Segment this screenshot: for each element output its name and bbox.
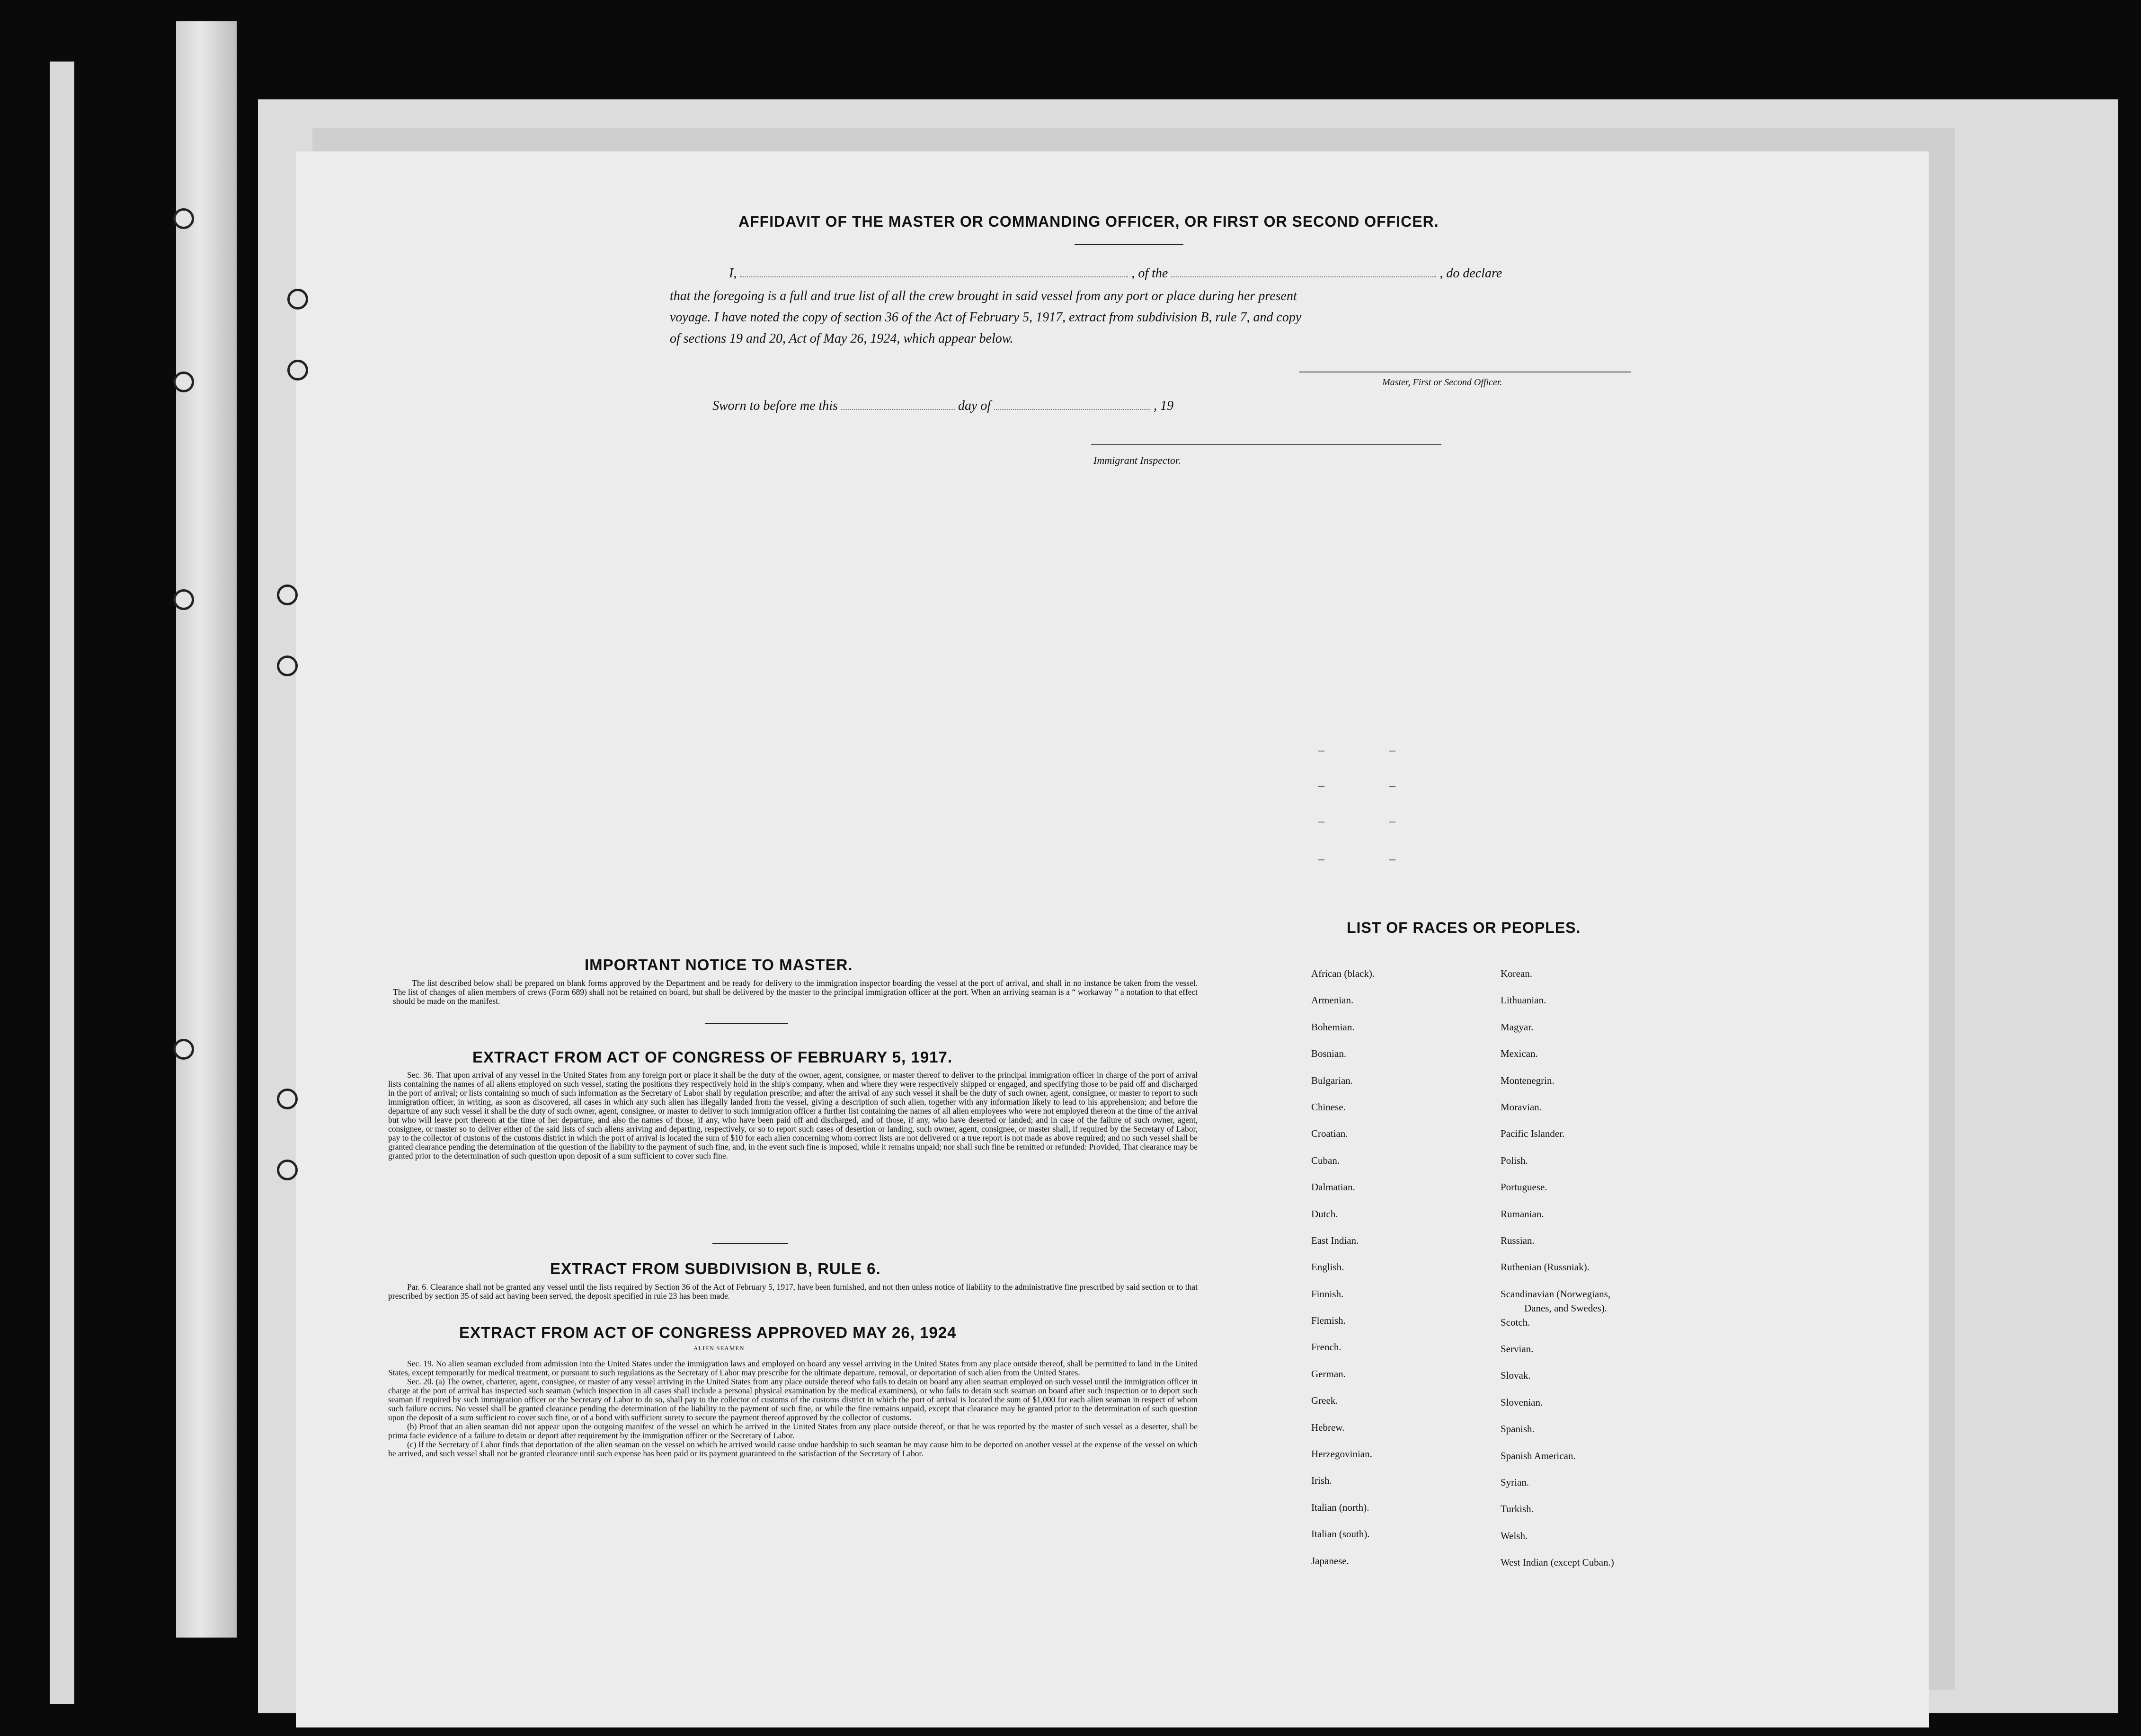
race-item: Spanish. [1501,1423,1535,1435]
sec-20c-text: (c) If the Secretary of Labor finds that deportation of the alien seaman on the vessel on which he arrived would cause undue hardship to such seaman he may cause him to be deported on another vessel at the expense of the vessel on which he arrived, and such vessel shall not be granted clearance until such expense has been paid or its payment guaranteed to the satisfaction of the Secretary of Labor. [388,1440,1198,1458]
dash-mark: – [1318,743,1324,757]
race-item: Russian. [1501,1234,1535,1246]
vessel-name-field[interactable] [1171,276,1436,277]
inspector-caption: Immigrant Inspector. [1093,454,1181,466]
binder-hole [173,589,194,610]
binder-hole [287,289,308,310]
divider [712,1243,788,1244]
race-item: Croatian. [1311,1128,1348,1140]
dash-mark: – [1389,779,1395,792]
race-item: Herzegovinian. [1311,1448,1372,1460]
extract-1924-title: EXTRACT FROM ACT OF CONGRESS APPROVED MAY 26, 1924 [459,1324,957,1341]
year-label: , 19 [1154,399,1174,413]
race-item: Montenegrin. [1501,1074,1555,1086]
race-item: Armenian. [1311,994,1354,1006]
race-item: Spanish American. [1501,1450,1576,1461]
race-item: Portuguese. [1501,1181,1547,1193]
race-item: Finnish. [1311,1288,1344,1300]
race-item: Magyar. [1501,1021,1534,1033]
extract-1917-text: Sec. 36. That upon arrival of any vessel in the United States from any foreign port or place it shall be the duty of the owner, agent, consignee, or master thereof to deliver to the principal immigration officer in charge of the port of arrival lists containing the names of all aliens employed on such vessel, stating the positions they respectively hold in the ship's company, when and where they were respectively shipped or engaged, and specifying those to be paid off and discharged in the port of arrival; or lists containing so much of such information as the Secretary of Labor shall by regulation prescribe; and after the arrival of any such vessel it shall be the duty of such owner, agent, consignee, or master to report to such immigration officer, in writing, as soon as discovered, all cases in which any such alien has illegally landed from the vessel, giving a description of such alien, together with any information likely to lead to his apprehension; and before the departure of any such vessel it shall be the duty of such owner, agent, consignee, or master to deliver to such immigration officer a further list containing the names of all alien employees who were not employed thereon at the time of the arrival but who will leave port thereon at the time of her departure, and also the names of those, if any, who have been paid off and discharged, and of those, if any, who have deserted or landed; and in case of the failure of such owner, agent, consignee, or master so to deliver either of the said lists of such aliens arriving and departing, respectively, or so to report such cases of desertion or landing, such owner, agent, consignee, or master shall, if required by the Secretary of Labor, pay to the collector of customs of the customs district in which the port of arrival is located the sum of $10 for each alien concerning whom correct lists are not delivered or a true report is not made as above required; and no such vessel shall be granted clearance pending the determination of the question of the liability to the payment of such fine, and, in the event such fine is imposed, while it remains unpaid; nor shall such fine be remitted or refunded: Provided, That clearance may be granted prior to the determination of such question upon deposit of a sum sufficient to cover such fine. [388,1070,1198,1160]
notice-title: IMPORTANT NOTICE TO MASTER. [585,956,853,974]
rule-6-block [388,1283,1198,1301]
binder-hole [277,585,298,605]
race-item: Slovak. [1501,1370,1531,1382]
race-item: French. [1311,1341,1341,1353]
divider [1075,244,1183,245]
binder-hole [287,360,308,381]
inspector-signature-line[interactable] [1091,444,1441,445]
declaration-line-2: voyage. I have noted the copy of section 36 of the Act of February 5, 1917, extract from subdivision B, rule 7, and copy [670,310,1302,325]
race-item: Italian (south). [1311,1528,1370,1540]
race-item: Dalmatian. [1311,1181,1355,1193]
race-item: Chinese. [1311,1101,1346,1113]
race-item: Korean. [1501,968,1533,979]
declaration-line-3: of sections 19 and 20, Act of May 26, 1924, which appear below. [670,331,1013,346]
race-item: Bosnian. [1311,1048,1347,1060]
race-item: Rumanian. [1501,1208,1544,1220]
day-of-label: day of [958,399,991,413]
of-the-label: , of the [1131,266,1168,281]
race-item: Turkish. [1501,1503,1534,1515]
dash-mark: – [1318,814,1324,828]
race-item: Danes, and Swedes). [1524,1302,1607,1314]
sec-20a-text: Sec. 20. (a) The owner, charterer, agent, consignee, or master of any vessel arriving in the United States from any place outside thereof who fails to detain on board any alien seaman employed on such vessel until the immigration officer in charge at the port of arrival has inspected such seaman (which inspection in all cases shall include a personal physical examination by the medical examiners), or who fails to detain such seaman on board after such inspection or to deport such seaman if required by such immigration officer or the Secretary of Labor to do so, shall pay to the collector of customs of the customs district in which the port of arrival is located the sum of $1,000 for each alien seaman in respect of whom such failure occurs. No vessel shall be granted clearance pending the determination of the liability to the payment of such fine, or while the fine remains unpaid, except that clearance may be granted prior to the determination of such question upon the deposit of a sum sufficient to cover such fine, or of a bond with sufficient surety to secure the payment thereof approved by the collector of customs. [388,1377,1198,1422]
race-item: West Indian (except Cuban.) [1501,1557,1614,1568]
race-item: Syrian. [1501,1477,1529,1488]
crew-list-back-page [296,151,1929,1727]
race-item: Welsh. [1501,1530,1528,1541]
race-item: African (black). [1311,968,1375,979]
race-item: Hebrew. [1311,1421,1345,1433]
binder-strip-left [50,62,74,1704]
race-item: English. [1311,1261,1344,1273]
sec-19-text: Sec. 19. No alien seaman excluded from admission into the United States under the immigration laws and employed on board any vessel arriving in the United States from any place outside thereof, shall be permitted to land in the United States, except temporarily for medical treatment, or pursuant to such regulations as the Secretary of Labor may prescribe for the ultimate departure, removal, or deportation of such alien from the United States. [388,1359,1198,1377]
race-item: Slovenian. [1501,1396,1543,1408]
master-caption: Master, First or Second Officer. [1382,377,1502,388]
race-item: Bulgarian. [1311,1074,1353,1086]
notice-text-block [393,979,1198,1006]
race-item: Cuban. [1311,1154,1340,1166]
officer-name-field[interactable] [740,276,1128,277]
rule-6-text: Par. 6. Clearance shall not be granted any vessel until the lists required by Section 36 of the Act of February 5, 1917, have been furnished, and not then unless notice of liability to the administrative fine prescribed by said section or to that prescribed by section 35 of said act having been served, the deposit specified in rule 23 has been made. [388,1282,1198,1301]
race-item: Ruthenian (Russniak). [1501,1261,1590,1273]
race-item: Mexican. [1501,1048,1538,1060]
race-item: Lithuanian. [1501,994,1546,1006]
i-label: I, [729,266,737,281]
affidavit-title: AFFIDAVIT OF THE MASTER OR COMMANDING OFFICER, OR FIRST OR SECOND OFFICER. [738,213,1439,230]
rule-6-title: EXTRACT FROM SUBDIVISION B, RULE 6. [550,1260,881,1277]
sworn-line [712,399,1173,414]
race-item: Polish. [1501,1154,1528,1166]
race-item: East Indian. [1311,1234,1359,1246]
sec-20b-text: (b) Proof that an alien seaman did not appear upon the outgoing manifest of the vessel on which he arrived in the United States from any place outside thereof, or that he was reported by the master of such vessel as a deserter, shall be prima facie evidence of a failure to detain or deport after requirement by the immigration officer or the Secretary of Labor. [388,1422,1198,1440]
race-item: Pacific Islander. [1501,1128,1565,1140]
notice-text: The list described below shall be prepared on blank forms approved by the Department and be ready for delivery to the immigration inspector boarding the vessel at the port of arrival, and shall in no instance be taken from the vessel. The list of changes of alien members of crews (Form 689) shall not be retained on board, but shall be delivered by the master to the principal immigration officer at the port. When an arriving seaman is a “ workaway ” a notation to that effect should be made on the manifest. [393,978,1198,1006]
race-item: German. [1311,1368,1346,1380]
do-declare-label: , do declare [1439,266,1502,281]
race-item: Dutch. [1311,1208,1338,1220]
race-item: Scotch. [1501,1316,1530,1328]
race-item: Bohemian. [1311,1021,1355,1033]
binder-hole [173,208,194,229]
race-item: Italian (north). [1311,1501,1369,1513]
extract-1924-block [388,1359,1198,1458]
binder-hole [277,1089,298,1109]
extract-1917-block [388,1071,1198,1160]
race-item: Scandinavian (Norwegians, [1501,1288,1611,1300]
race-item: Japanese. [1311,1555,1349,1567]
divider [705,1023,788,1024]
sworn-month-field[interactable] [994,409,1150,410]
dash-mark: – [1389,814,1395,828]
dash-mark: – [1389,852,1395,866]
binder-hole [277,1160,298,1180]
dash-mark: – [1318,852,1324,866]
sworn-label: Sworn to before me this [712,399,838,413]
race-item: Servian. [1501,1343,1534,1355]
alien-seamen-subtitle: ALIEN SEAMEN [693,1345,745,1352]
affidavit-name-line [729,266,1903,281]
dash-mark: – [1318,779,1324,792]
binder-spine [176,21,237,1638]
binder-hole [173,372,194,392]
declaration-line-1: that the foregoing is a full and true list of all the crew brought in said vessel from any port or place during her present [670,289,1297,303]
race-item: Irish. [1311,1475,1332,1487]
sworn-day-field[interactable] [841,409,955,410]
race-item: Flemish. [1311,1315,1346,1327]
extract-1917-title: EXTRACT FROM ACT OF CONGRESS OF FEBRUARY 5, 1917. [472,1048,953,1066]
race-item: Moravian. [1501,1101,1542,1113]
races-right-column [1501,968,1614,1584]
races-title: LIST OF RACES OR PEOPLES. [1347,919,1581,936]
races-left-column [1311,968,1375,1582]
dash-mark: – [1389,743,1395,757]
binder-hole [277,655,298,676]
race-item: Greek. [1311,1395,1338,1407]
binder-hole [173,1039,194,1060]
